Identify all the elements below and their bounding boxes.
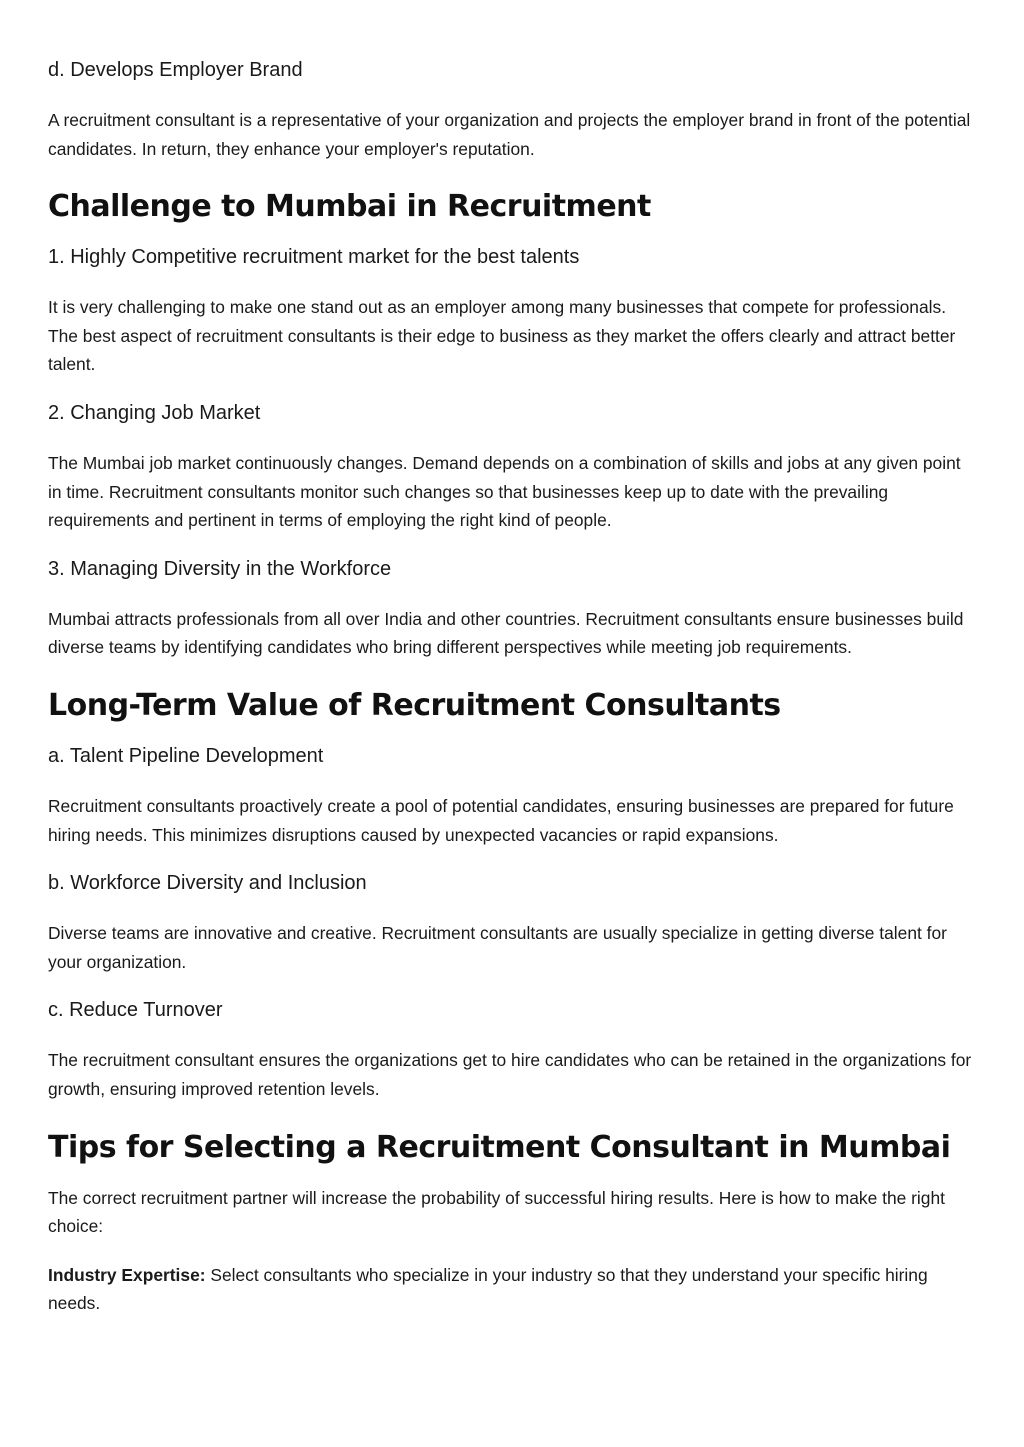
long-term-section-title: Long-Term Value of Recruitment Consultants bbox=[48, 687, 781, 723]
tip-industry-expertise bbox=[48, 1261, 978, 1318]
challenge-2-heading: 2. Changing Job Market bbox=[48, 401, 261, 424]
value-b-paragraph: Diverse teams are innovative and creative. Recruitment consultants are usually specialize in getting diverse talent for your organization. bbox=[48, 923, 947, 972]
tip-label: Industry Expertise: bbox=[48, 1264, 206, 1285]
challenge-3-heading: 3. Managing Diversity in the Workforce bbox=[48, 557, 392, 580]
value-a-paragraph: Recruitment consultants proactively create a pool of potential candidates, ensuring businesses are prepared for future hiring needs. This minimizes disruptions caused by unexpected vacancies or rapid expansions. bbox=[48, 795, 954, 845]
employer-brand-paragraph: A recruitment consultant is a representative of your organization and projects the employer brand in front of the potential candidates. In return, they enhance your employer's reputation. bbox=[48, 110, 971, 159]
challenges-section-title: Challenge to Mumbai in Recruitment bbox=[48, 189, 651, 225]
article-page bbox=[48, 56, 978, 1338]
value-c-paragraph: The recruitment consultant ensures the organizations get to hire candidates who can be retained in the organizations for growth, ensuring improved retention levels. bbox=[48, 1050, 972, 1099]
challenge-1-paragraph: It is very challenging to make one stand out as an employer among many businesses that compete for professionals. The best aspect of recruitment consultants is their edge to business as they market the offers clearly and attract better talent. bbox=[48, 297, 956, 375]
tips-intro-paragraph: The correct recruitment partner will increase the probability of successful hiring results. Here is how to make the right choice: bbox=[48, 1187, 945, 1237]
tip-text: Select consultants who specialize in your industry so that they understand your specific hiring needs. bbox=[48, 1264, 928, 1314]
employer-brand-heading: d. Develops Employer Brand bbox=[48, 59, 303, 81]
value-b-heading: b. Workforce Diversity and Inclusion bbox=[48, 872, 367, 895]
value-a-heading: a. Talent Pipeline Development bbox=[48, 744, 324, 767]
challenge-1-heading: 1. Highly Competitive recruitment market for the best talents bbox=[48, 246, 580, 269]
challenge-2-paragraph: The Mumbai job market continuously changes. Demand depends on a combination of skills and jobs at any given point in time. Recruitment consultants monitor such changes so that businesses keep up to date with the prevailing requirements and pertinent in terms of employing the right kind of people. bbox=[48, 452, 961, 531]
value-c-heading: c. Reduce Turnover bbox=[48, 999, 223, 1022]
tips-section-title: Tips for Selecting a Recruitment Consultant in Mumbai bbox=[48, 1129, 951, 1165]
challenge-3-paragraph: Mumbai attracts professionals from all over India and other countries. Recruitment consultants ensure businesses build diverse teams by identifying candidates who bring different perspectives while meeting job requirements. bbox=[48, 608, 964, 658]
